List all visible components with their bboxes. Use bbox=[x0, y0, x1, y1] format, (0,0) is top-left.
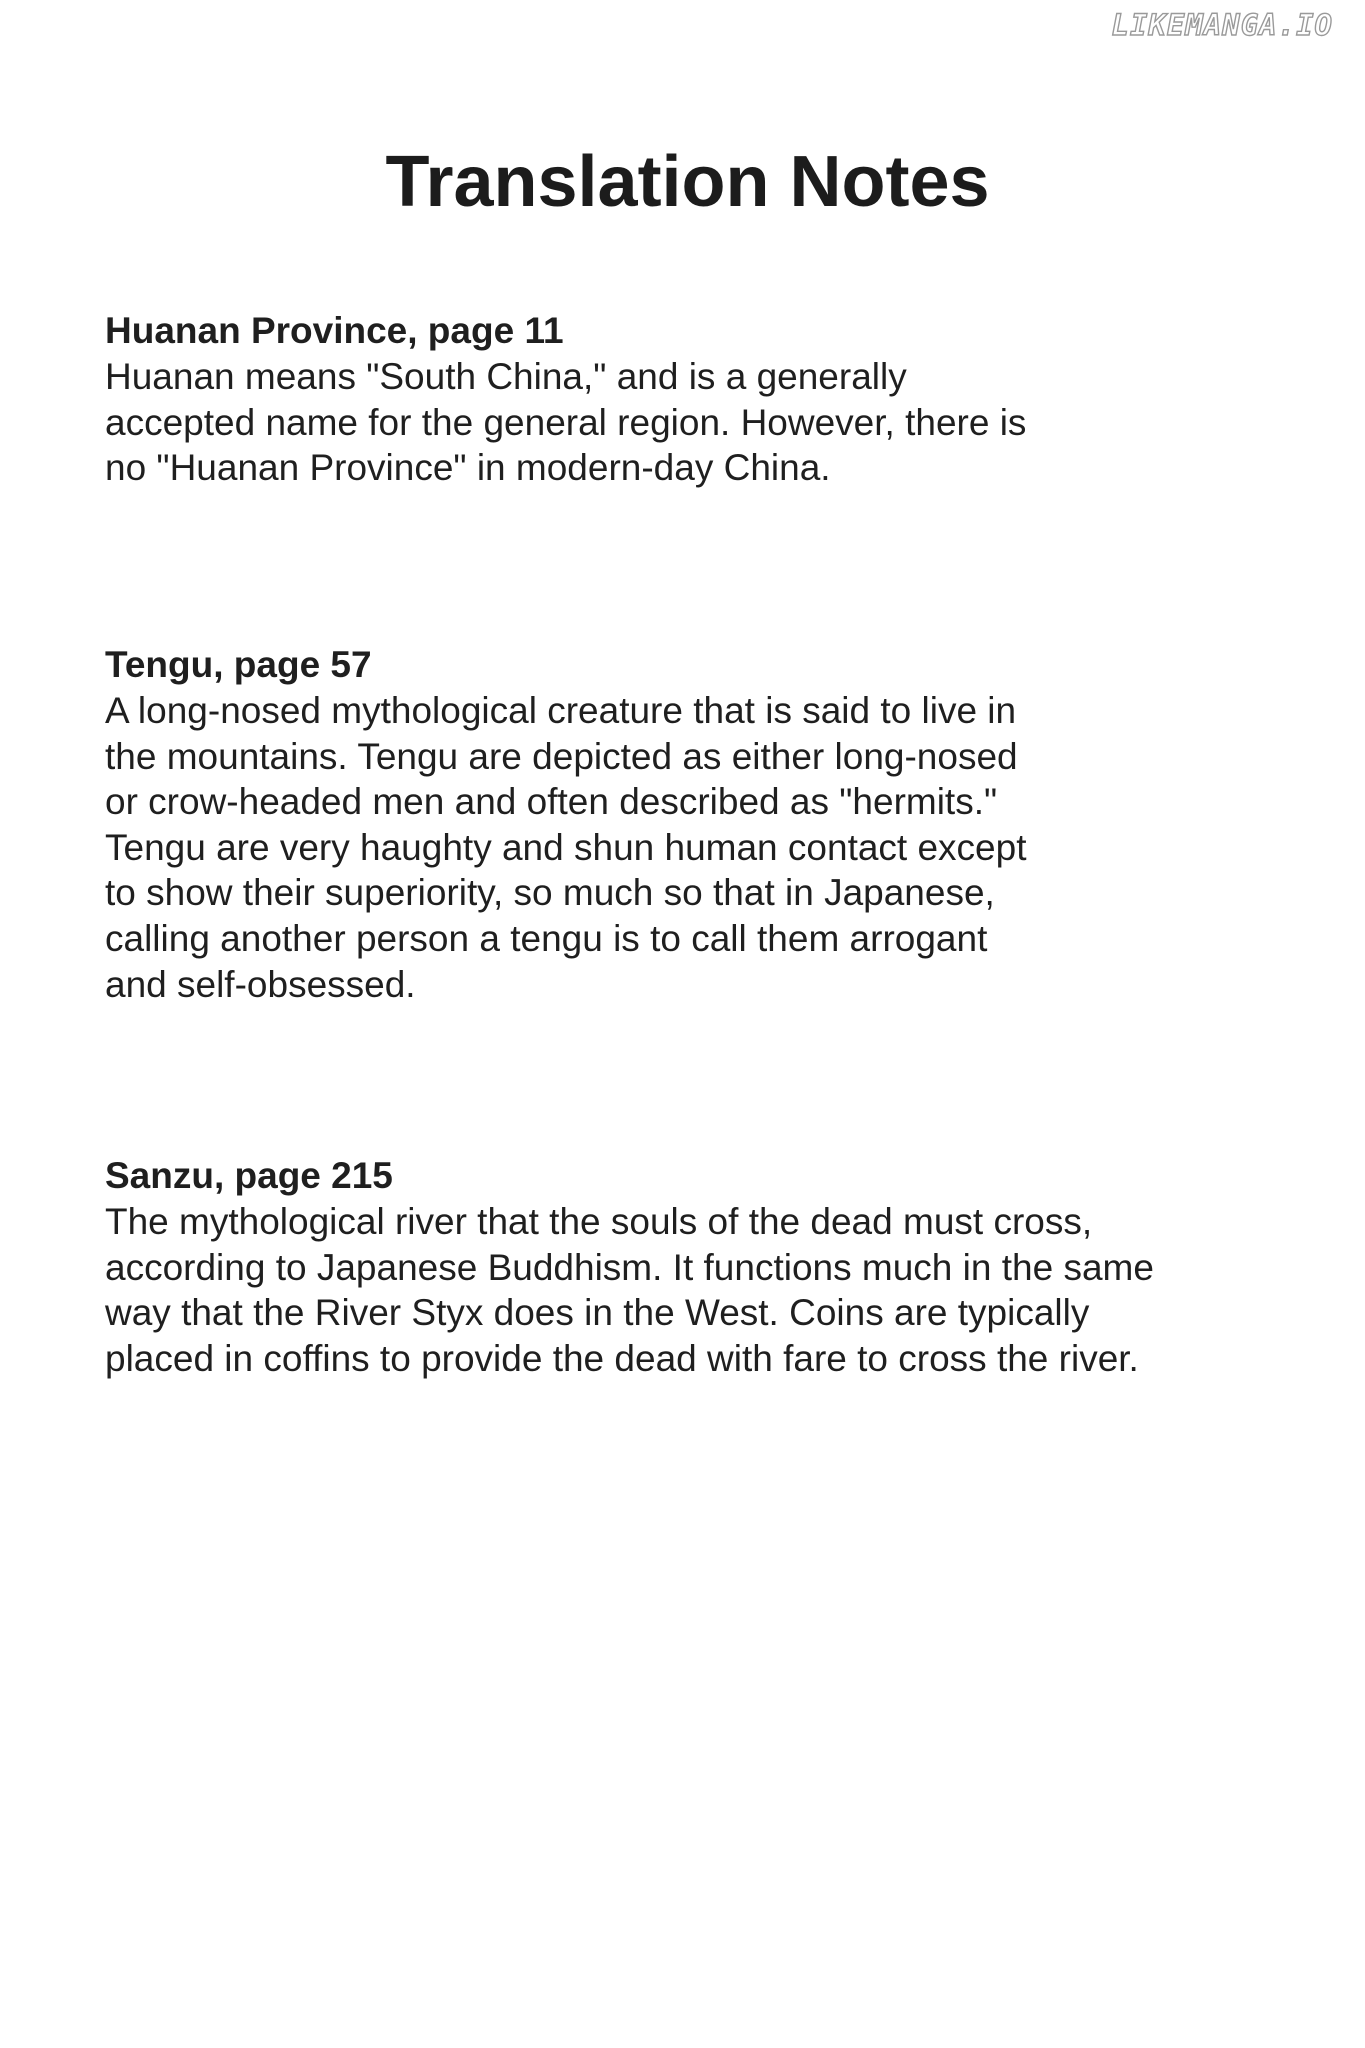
note-line: placed in coffins to provide the dead with fare to cross the river. bbox=[105, 1337, 1139, 1379]
note-line: no "Huanan Province" in modern-day China. bbox=[105, 447, 831, 489]
note-line: way that the River Styx does in the West. Coins are typically bbox=[105, 1292, 1090, 1334]
note-line: The mythological river that the souls of the dead must cross, bbox=[105, 1201, 1093, 1242]
note-heading: Huanan Province, page 11 bbox=[105, 310, 564, 351]
note-line: the mountains. Tengu are depicted as either long-nosed bbox=[105, 735, 1018, 777]
note-body bbox=[105, 354, 1245, 491]
note-line: A long-nosed mythological creature that is said to live in bbox=[105, 690, 1017, 731]
note-body bbox=[105, 1199, 1245, 1381]
note-line: Tengu are very haughty and shun human contact except bbox=[105, 826, 1027, 868]
note-line: calling another person a tengu is to call them arrogant bbox=[105, 917, 988, 959]
note-line: accepted name for the general region. However, there is bbox=[105, 401, 1027, 443]
note-sanzu bbox=[105, 1153, 1245, 1381]
note-line: according to Japanese Buddhism. It functions much in the same bbox=[105, 1246, 1154, 1288]
note-tengu bbox=[105, 642, 1245, 1007]
note-line: or crow-headed men and often described as "hermits." bbox=[105, 781, 998, 823]
note-heading: Tengu, page 57 bbox=[105, 644, 372, 685]
note-huanan-province bbox=[105, 308, 1245, 491]
page-title: Translation Notes bbox=[385, 142, 990, 222]
note-line: to show their superiority, so much so that in Japanese, bbox=[105, 872, 995, 914]
note-line: Huanan means "South China," and is a generally bbox=[105, 356, 907, 397]
note-line: and self-obsessed. bbox=[105, 963, 416, 1005]
note-heading: Sanzu, page 215 bbox=[105, 1155, 393, 1196]
note-body bbox=[105, 688, 1245, 1007]
site-watermark: LIKEMANGA.IO bbox=[1111, 8, 1333, 42]
